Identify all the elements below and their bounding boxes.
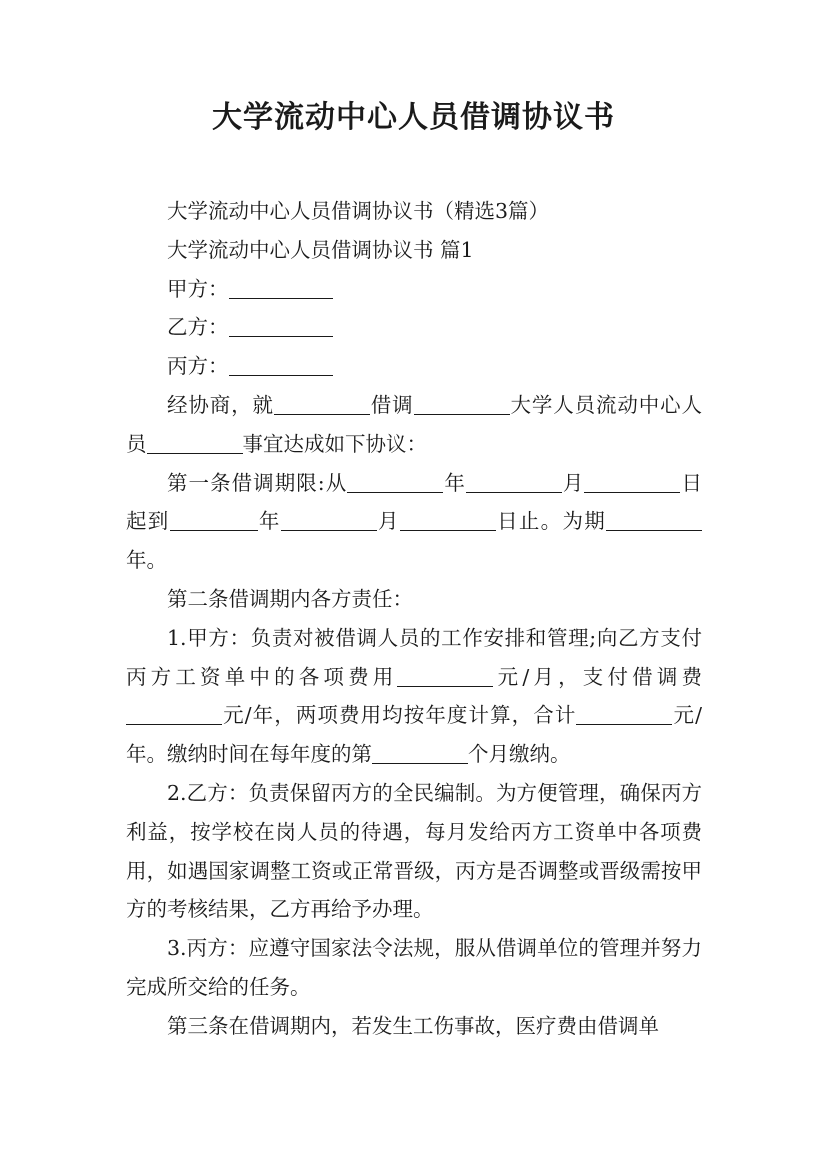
intro-paragraph: [126, 386, 702, 464]
party-c-line: [126, 347, 702, 386]
item-1-text: 1.甲方：负责对被借调人员的工作安排和管理;向乙方支付丙方工资单中的各项费用: [126, 625, 702, 689]
blank-field: [400, 509, 496, 532]
blank-field: [147, 431, 243, 454]
item-1-text: 个月缴纳。: [468, 742, 571, 767]
party-a-line: [126, 270, 702, 309]
blank-field: [372, 742, 468, 765]
article-1-text: 日起到: [126, 470, 703, 534]
item-1-text: 元/月，支付借调费: [493, 664, 703, 689]
intro-text: 大学人员流动中心人员: [126, 392, 703, 456]
article-2-heading: 第二条借调期内各方责任：: [167, 586, 413, 611]
blank-field: [347, 470, 443, 493]
article-1-text: 年: [257, 509, 281, 534]
item-2-paragraph: 2.乙方：负责保留丙方的全民编制。为方便管理，确保丙方利益，按学校在岗人员的待遇，每月发给丙方工资单中各项费用，如遇国家调整工资或正常晋级，丙方是否调整或晋级需按甲方的考核结果，乙方再给予办理。: [126, 780, 702, 922]
article-1-text: 年: [443, 470, 466, 495]
blank-field: [170, 509, 258, 532]
party-c-blank: [229, 354, 333, 377]
party-b-label: 乙方：: [167, 315, 229, 340]
blank-field: [466, 470, 562, 493]
item-1-text: 元/年。缴纳时间在每年度的第: [126, 703, 702, 767]
blank-field: [126, 703, 222, 726]
blank-field: [274, 393, 370, 416]
party-c-label: 丙方：: [167, 354, 229, 379]
blank-field: [281, 509, 377, 532]
blank-field: [397, 664, 493, 687]
party-a-blank: [229, 276, 333, 299]
document-title: 大学流动中心人员借调协议书: [212, 100, 615, 135]
intro-text: 事宜达成如下协议：: [242, 431, 427, 456]
section-heading: 大学流动中心人员借调协议书 篇1: [167, 237, 474, 262]
article-1-text: 第一条借调期限:从: [167, 470, 348, 495]
article-3-paragraph: 第三条在借调期内，若发生工伤事故，医疗费由借调单: [167, 1013, 659, 1038]
item-1-text: 元/年，两项费用均按年度计算，合计: [222, 703, 577, 728]
blank-field: [606, 509, 702, 532]
party-b-line: [126, 308, 702, 347]
blank-field: [576, 703, 672, 726]
blank-field: [414, 393, 510, 416]
selection-subtitle: 大学流动中心人员借调协议书（精选3篇）: [167, 199, 550, 223]
article-1-text: 月: [376, 509, 400, 534]
intro-text: 经协商，就: [167, 392, 274, 417]
article-1-paragraph: [126, 464, 702, 580]
item-1-paragraph: [126, 619, 702, 774]
item-3-paragraph: 3.丙方：应遵守国家法令法规，服从借调单位的管理并努力完成所交给的任务。: [126, 936, 702, 999]
intro-text: 借调: [369, 392, 414, 417]
document-body: [126, 192, 702, 1046]
party-b-blank: [229, 315, 333, 338]
article-1-text: 月: [561, 470, 585, 495]
article-1-text: 日止。为期: [495, 509, 607, 534]
article-1-text: 年。: [126, 548, 167, 573]
blank-field: [584, 470, 680, 493]
party-a-label: 甲方：: [167, 276, 229, 301]
